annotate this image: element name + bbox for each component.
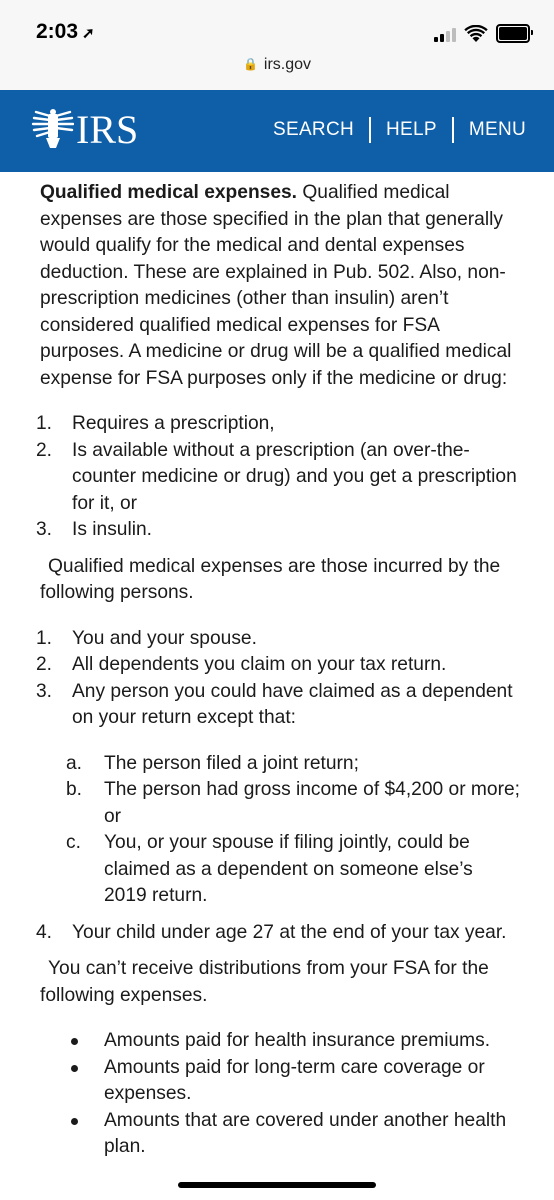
bullet-icon bbox=[71, 1038, 78, 1045]
nav-search-link[interactable]: SEARCH bbox=[273, 119, 354, 140]
list-item: 2. Is available without a prescription (an over-the-counter medicine or drug) and you get a prescription for it, or bbox=[36, 439, 517, 514]
list-item: b. The person had gross income of $4,200 or more; or bbox=[66, 779, 520, 827]
drug-list bbox=[36, 411, 520, 544]
url-bar[interactable] bbox=[0, 56, 554, 90]
header-nav bbox=[273, 117, 526, 143]
intro-text: Qualified medical expenses are those specified in the plan that generally would qualify for the medical and dental expenses deduction. These are explained in Pub. 502. Also, non-prescription medicines (other than insulin) aren’t considered qualified medical expenses for FSA purposes. A medicine or drug will be a qualified medical expense for FSA purposes only if the medicine or drug: bbox=[40, 182, 512, 389]
irs-logo[interactable] bbox=[30, 106, 138, 154]
persons-list bbox=[36, 626, 520, 732]
status-icons bbox=[434, 24, 530, 43]
status-bar bbox=[0, 0, 554, 56]
nav-divider bbox=[369, 117, 371, 143]
status-time bbox=[36, 20, 95, 44]
distributions-intro: You can’t receive distributions from your FSA for the following expenses. bbox=[40, 958, 489, 1006]
location-arrow-icon: ➚ bbox=[82, 25, 95, 42]
intro-paragraph bbox=[40, 180, 520, 392]
list-item: Amounts that are covered under another health plan. bbox=[40, 1108, 520, 1161]
list-item: c. You, or your spouse if filing jointly, could be claimed as a dependent on someone else’s 2019 return. bbox=[66, 832, 473, 906]
wifi-icon bbox=[464, 25, 488, 43]
eagle-logo-icon bbox=[30, 108, 74, 152]
battery-icon bbox=[496, 24, 530, 43]
site-header bbox=[0, 90, 554, 172]
persons-intro: Qualified medical expenses are those incurred by the following persons. bbox=[40, 555, 501, 603]
list-item: Amounts paid for health insurance premiums. bbox=[40, 1028, 520, 1055]
clock-text: 2:03 bbox=[36, 20, 79, 43]
persons-list-continued bbox=[36, 920, 520, 947]
cellular-signal-icon bbox=[434, 26, 456, 42]
list-item: 1. Requires a prescription, bbox=[36, 413, 275, 434]
list-item: Amounts paid for long-term care coverage or expenses. bbox=[40, 1055, 520, 1108]
logo-wordmark: IRS bbox=[76, 107, 139, 152]
list-item: a. The person filed a joint return; bbox=[66, 752, 359, 774]
url-text: irs.gov bbox=[263, 56, 312, 73]
home-indicator[interactable] bbox=[178, 1182, 376, 1188]
list-item: 3. Is insulin. bbox=[36, 519, 152, 540]
list-item: 1. You and your spouse. bbox=[36, 627, 257, 649]
bullet-icon bbox=[71, 1118, 78, 1125]
article-body bbox=[36, 180, 520, 1161]
list-item: 3. Any person you could have claimed as a dependent on your return except that: bbox=[36, 680, 513, 728]
nav-menu-link[interactable]: MENU bbox=[468, 119, 526, 140]
bullet-icon bbox=[71, 1065, 78, 1072]
nav-divider bbox=[452, 117, 454, 143]
intro-heading: Qualified medical expenses. bbox=[40, 182, 298, 203]
exceptions-list bbox=[40, 751, 520, 910]
nav-help-link[interactable]: HELP bbox=[386, 119, 437, 140]
list-item: 4. Your child under age 27 at the end of your tax year. bbox=[36, 921, 507, 943]
expense-bullet-list bbox=[40, 1028, 520, 1161]
list-item: 2. All dependents you claim on your tax return. bbox=[36, 654, 447, 675]
lock-icon: 🔒 bbox=[242, 57, 258, 71]
